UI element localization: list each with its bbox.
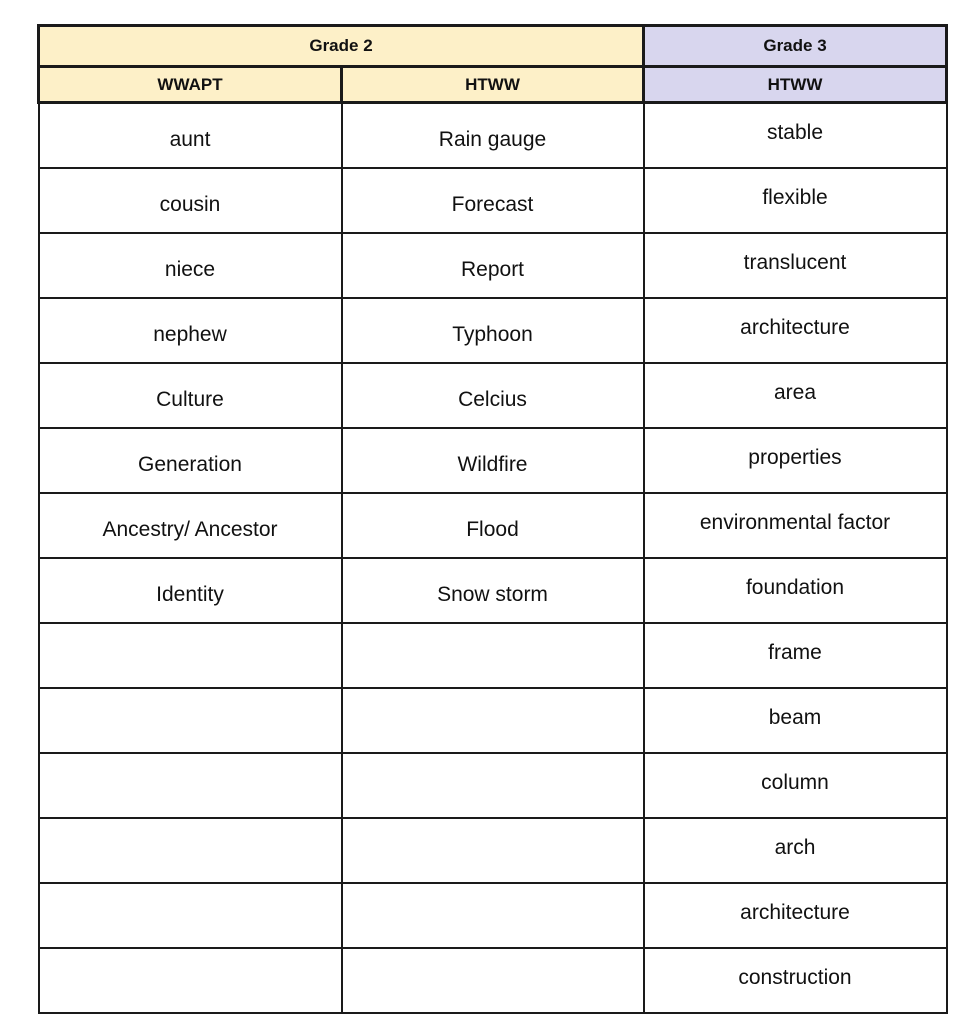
grade-3-htww-word-cell: translucent (644, 233, 947, 298)
subject-header-row (39, 67, 947, 103)
grade-2-htww-word-cell (342, 688, 644, 753)
wwapt-word-cell (39, 883, 342, 948)
grade-header-row (39, 26, 947, 67)
grade-3-htww-word-cell: area (644, 363, 947, 428)
grade-2-htww-word-cell: Report (342, 233, 644, 298)
wwapt-word-cell (39, 818, 342, 883)
table-row (39, 558, 947, 623)
grade-2-htww-word-cell: Flood (342, 493, 644, 558)
grade-3-htww-word-cell: construction (644, 948, 947, 1013)
wwapt-word-cell: Ancestry/ Ancestor (39, 493, 342, 558)
table-row (39, 298, 947, 363)
grade-3-htww-word-cell: frame (644, 623, 947, 688)
wwapt-word-cell: Identity (39, 558, 342, 623)
grade-3-header: Grade 3 (644, 26, 947, 67)
table-row (39, 818, 947, 883)
table-row (39, 883, 947, 948)
table-row (39, 623, 947, 688)
table-row (39, 103, 947, 169)
grade-3-htww-word-cell: stable (644, 103, 947, 169)
grade-2-header: Grade 2 (39, 26, 644, 67)
grade-2-htww-word-cell: Celcius (342, 363, 644, 428)
grade-3-htww-word-cell: properties (644, 428, 947, 493)
grade-3-htww-word-cell: environmental factor (644, 493, 947, 558)
vocabulary-table (37, 24, 948, 1014)
table-row (39, 948, 947, 1013)
grade-2-htww-word-cell (342, 818, 644, 883)
table-row (39, 428, 947, 493)
grade-2-htww-column-header: HTWW (342, 67, 644, 103)
grade-3-htww-word-cell: arch (644, 818, 947, 883)
grade-2-htww-word-cell: Forecast (342, 168, 644, 233)
table-body (39, 103, 947, 1014)
table-row (39, 688, 947, 753)
wwapt-word-cell (39, 753, 342, 818)
grade-3-htww-word-cell: beam (644, 688, 947, 753)
grade-3-htww-word-cell: foundation (644, 558, 947, 623)
grade-2-htww-word-cell (342, 753, 644, 818)
table-row (39, 493, 947, 558)
grade-3-htww-word-cell: architecture (644, 883, 947, 948)
grade-3-htww-word-cell: column (644, 753, 947, 818)
grade-2-htww-word-cell (342, 623, 644, 688)
grade-2-htww-word-cell (342, 883, 644, 948)
grade-2-htww-word-cell: Snow storm (342, 558, 644, 623)
wwapt-word-cell: niece (39, 233, 342, 298)
wwapt-word-cell (39, 623, 342, 688)
wwapt-word-cell: cousin (39, 168, 342, 233)
grade-2-htww-word-cell: Typhoon (342, 298, 644, 363)
wwapt-word-cell: nephew (39, 298, 342, 363)
grade-2-htww-word-cell: Rain gauge (342, 103, 644, 169)
table-row (39, 753, 947, 818)
table-row (39, 363, 947, 428)
grade-2-htww-word-cell: Wildfire (342, 428, 644, 493)
wwapt-word-cell: aunt (39, 103, 342, 169)
table-row (39, 168, 947, 233)
grade-3-htww-word-cell: architecture (644, 298, 947, 363)
table-row (39, 233, 947, 298)
grade-3-htww-column-header: HTWW (644, 67, 947, 103)
wwapt-word-cell: Culture (39, 363, 342, 428)
grade-3-htww-word-cell: flexible (644, 168, 947, 233)
wwapt-word-cell (39, 688, 342, 753)
grade-2-htww-word-cell (342, 948, 644, 1013)
wwapt-column-header: WWAPT (39, 67, 342, 103)
wwapt-word-cell (39, 948, 342, 1013)
wwapt-word-cell: Generation (39, 428, 342, 493)
